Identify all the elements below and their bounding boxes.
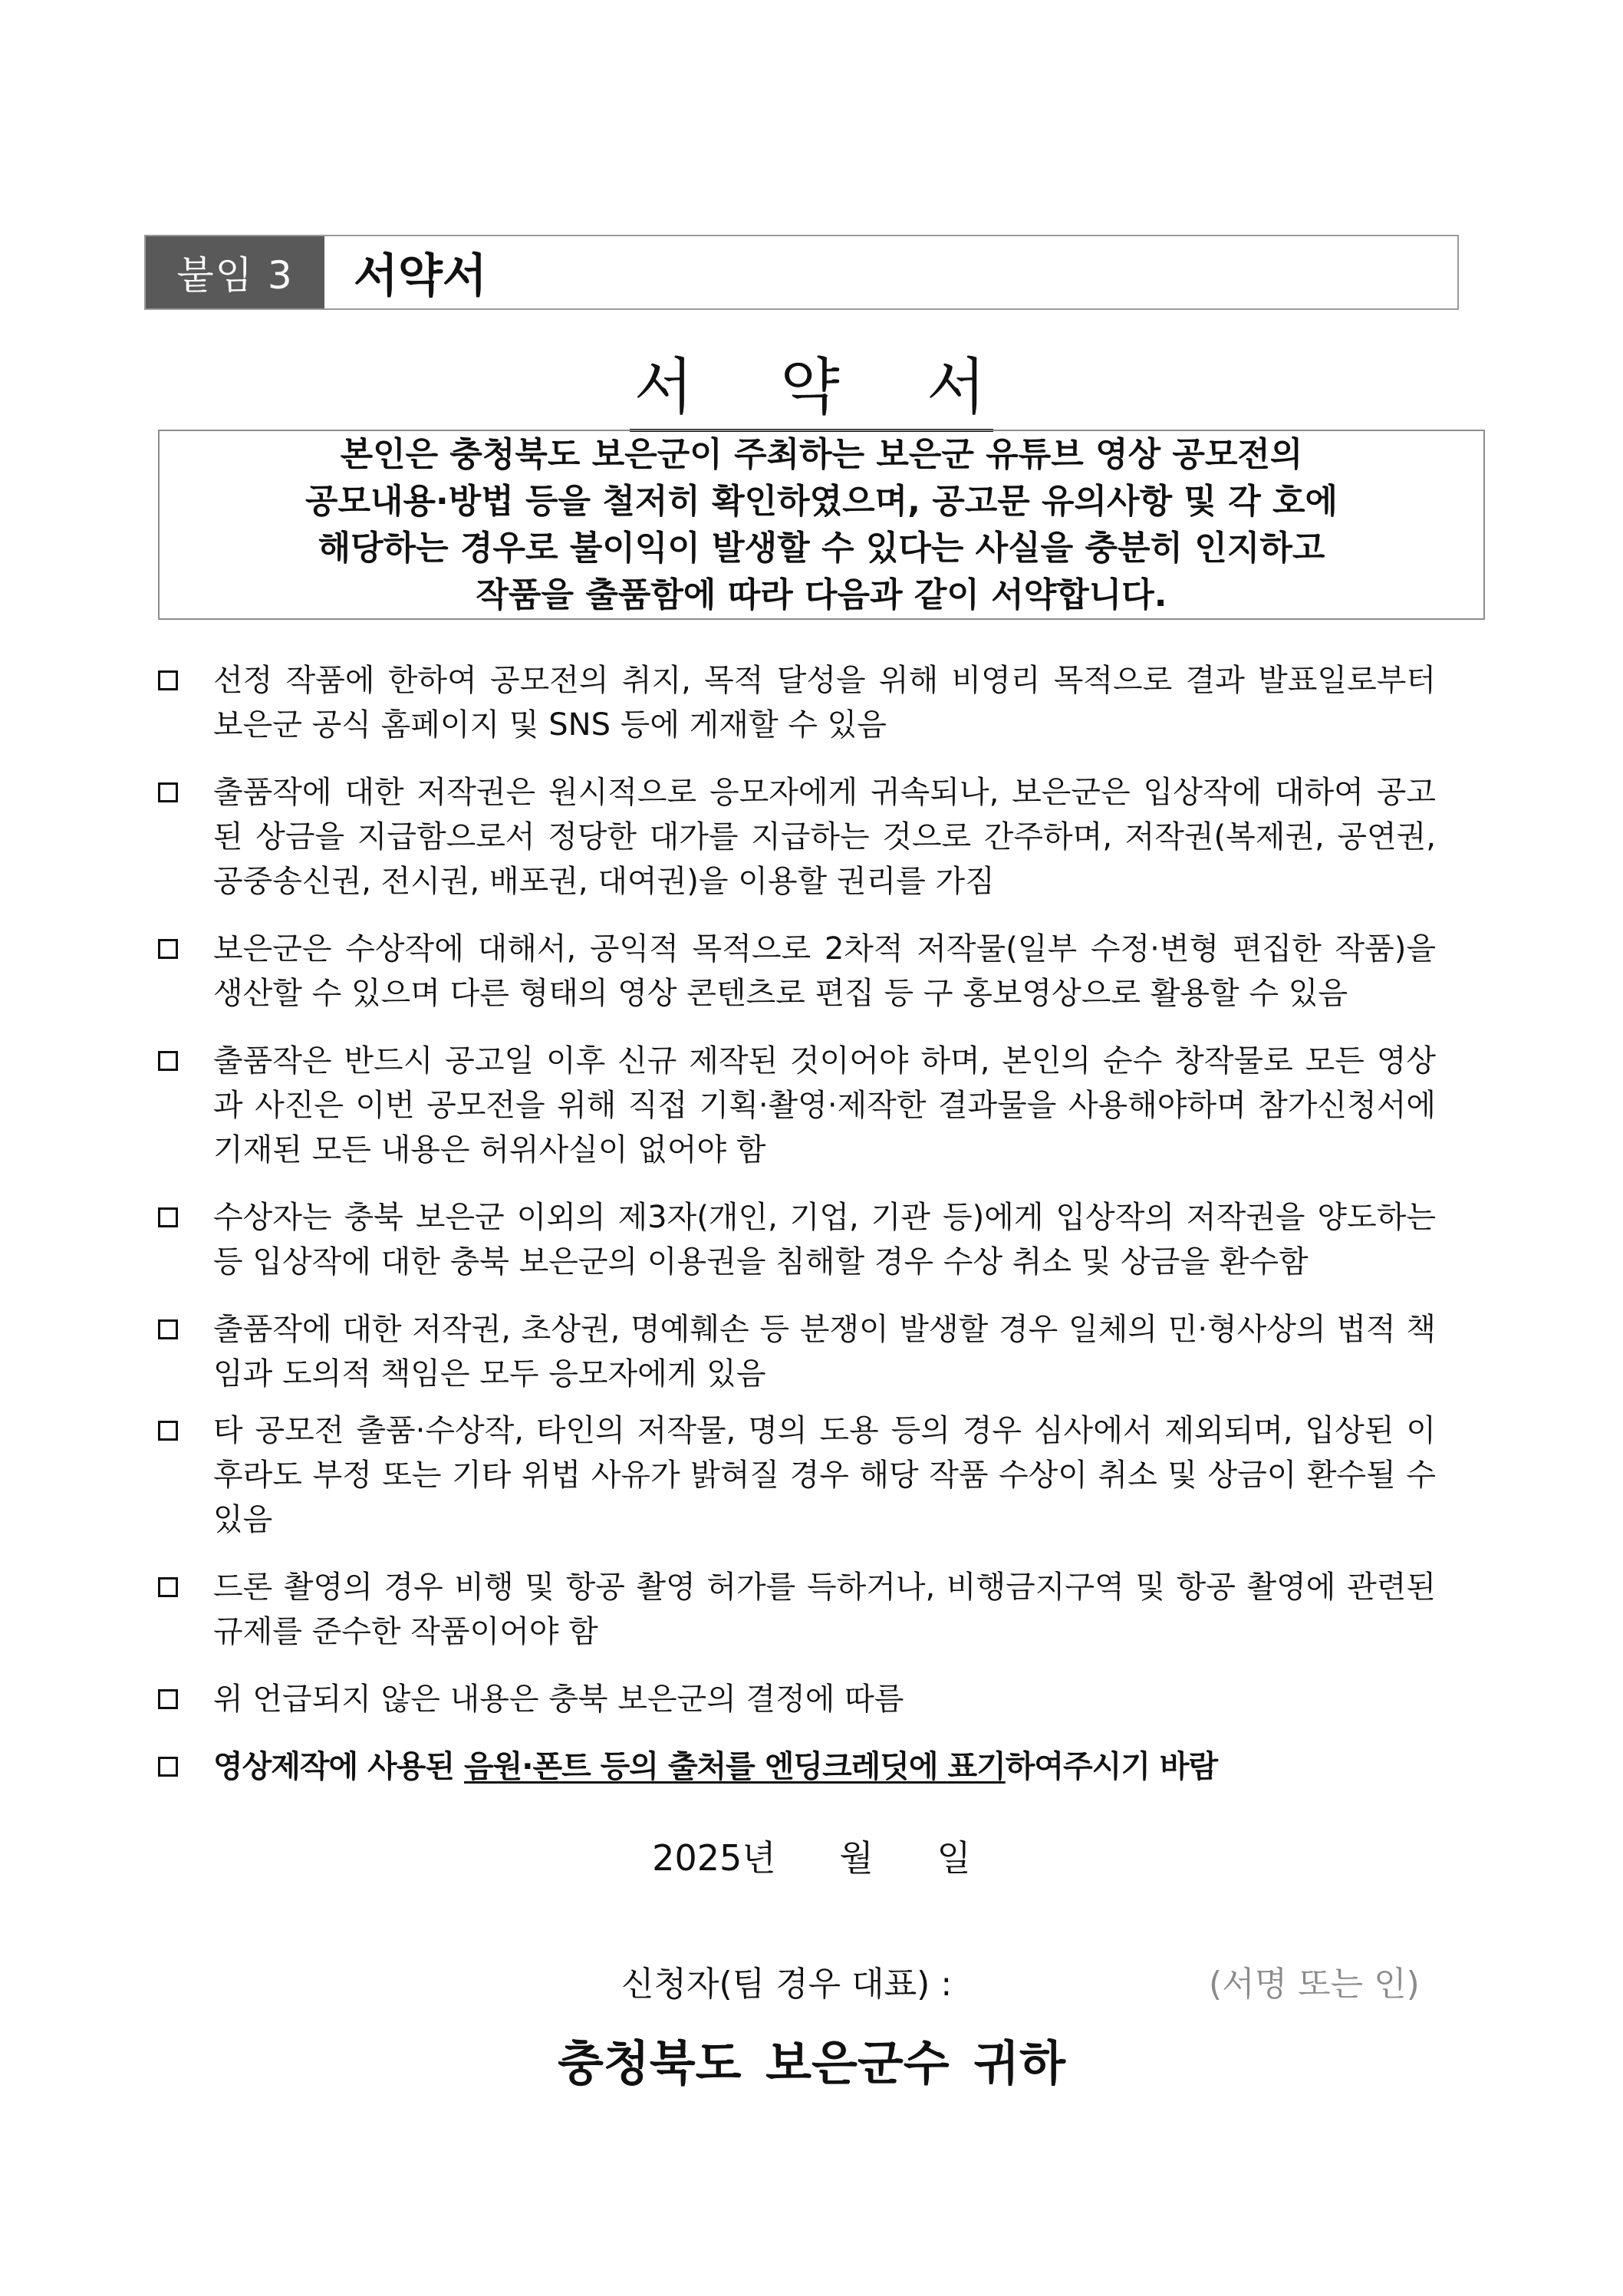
- date-day: 일: [937, 1837, 971, 1879]
- checkbox-icon: [158, 1051, 178, 1071]
- attachment-title: 서약서: [354, 249, 487, 303]
- item-text: 선정 작품에 한하여 공모전의 취지, 목적 달성을 위해 비영리 목적으로 결과 발표일로부터 보은군 공식 홈페이지 및 SNS 등에 게재할 수 있음: [213, 663, 1436, 743]
- checkbox-icon: [158, 939, 178, 959]
- list-item: [158, 1039, 1436, 1172]
- date-month: 월: [839, 1837, 874, 1879]
- item-text: 출품작에 대한 저작권, 초상권, 명예훼손 등 분쟁이 발생할 경우 일체의 민·형사상의 법적 책임과 도의적 책임은 모두 응모자에게 있음: [213, 1312, 1436, 1392]
- list-item: [158, 770, 1436, 904]
- item-text: 드론 촬영의 경우 비행 및 항공 촬영 허가를 득하거나, 비행금지구역 및 항공 촬영에 관련된 규제를 준수한 작품이어야 함: [213, 1570, 1436, 1649]
- list-item: [158, 1195, 1436, 1284]
- list-item: [158, 927, 1436, 1016]
- item-text-pre: 영상제작에 사용된: [213, 1749, 464, 1784]
- list-item: [158, 1677, 1436, 1721]
- list-item: [158, 1307, 1436, 1396]
- item-text: 수상자는 충북 보은군 이외의 제3자(개인, 기업, 기관 등)에게 입상작의 저작권을 양도하는 등 입상작에 대한 충북 보은군의 이용권을 침해할 경우 수상 취소 및 상금을 환수함: [213, 1200, 1436, 1280]
- pledge-line: 해당하는 경우로 불이익이 발생할 수 있다는 사실을 충분히 인지하고: [318, 529, 1325, 568]
- item-text-post: 하여주시기 바람: [1005, 1749, 1218, 1784]
- pledge-line: 공모내용·방법 등을 철저히 확인하였으며, 공고문 유의사항 및 각 호에: [305, 482, 1338, 521]
- addressee: 충청북도 보은군수 귀하: [557, 2035, 1066, 2091]
- pledge-line: 본인은 충청북도 보은군이 주최하는 보은군 유튜브 영상 공모전의: [340, 435, 1303, 474]
- list-item: [158, 658, 1436, 747]
- checkbox-icon: [158, 1689, 178, 1709]
- checkbox-icon: [158, 1757, 178, 1777]
- applicant-label: 신청자(팀 경우 대표) :: [621, 1965, 953, 2004]
- date-line: [0, 1830, 1623, 1881]
- list-item: [158, 1565, 1436, 1654]
- date-year: 2025년: [652, 1837, 776, 1879]
- document-title-wrap: [0, 338, 1623, 432]
- checkbox-icon: [158, 670, 178, 690]
- pledge-statement-box: [158, 430, 1485, 620]
- pledge-items-list: [158, 658, 1436, 1812]
- item-text: 위 언급되지 않은 내용은 충북 보은군의 결정에 따름: [213, 1682, 904, 1717]
- checkbox-icon: [158, 1207, 178, 1227]
- list-item: [158, 1744, 1436, 1789]
- document-title: 서 약 서: [630, 338, 994, 432]
- list-item: [158, 1408, 1436, 1542]
- checkbox-icon: [158, 782, 178, 802]
- attachment-tag: 붙임 3: [146, 236, 324, 308]
- item-text: 보은군은 수상작에 대해서, 공익적 목적으로 2차적 저작물(일부 수정·변형 편집한 작품)을 생산할 수 있으며 다른 형태의 영상 콘텐츠로 편집 등 구 홍보영상으로 활용할 수 있음: [213, 931, 1436, 1011]
- item-text: 출품작에 대한 저작권은 원시적으로 응모자에게 귀속되나, 보은군은 입상작에 대하여 공고된 상금을 지급함으로서 정당한 대가를 지급하는 것으로 간주하며, 저작권(복제권, 공연권, 공중송신권, 전시권, 배포권, 대여권)을 이용할 권리를 가짐: [213, 775, 1436, 899]
- item-text: 타 공모전 출품·수상작, 타인의 저작물, 명의 도용 등의 경우 심사에서 제외되며, 입상된 이후라도 부정 또는 기타 위법 사유가 밝혀질 경우 해당 작품 수상이 취소 및 상금이 환수될 수 있음: [213, 1413, 1436, 1537]
- signature-hint: (서명 또는 인): [1209, 1965, 1420, 2004]
- item-text-underlined: 음원·폰트 등의 출처를 엔딩크레딧에 표기: [463, 1749, 1006, 1784]
- checkbox-icon: [158, 1577, 178, 1597]
- checkbox-icon: [158, 1319, 178, 1339]
- pledge-line: 작품을 출품함에 따라 다음과 같이 서약합니다.: [476, 575, 1167, 614]
- attachment-header: [144, 235, 1459, 310]
- checkbox-icon: [158, 1421, 178, 1441]
- item-text: 출품작은 반드시 공고일 이후 신규 제작된 것이어야 하며, 본인의 순수 창작물로 모든 영상과 사진은 이번 공모전을 위해 직접 기획·촬영·제작한 결과물을 사용해야하며 참가신청서에 기재된 모든 내용은 허위사실이 없어야 함: [213, 1043, 1436, 1168]
